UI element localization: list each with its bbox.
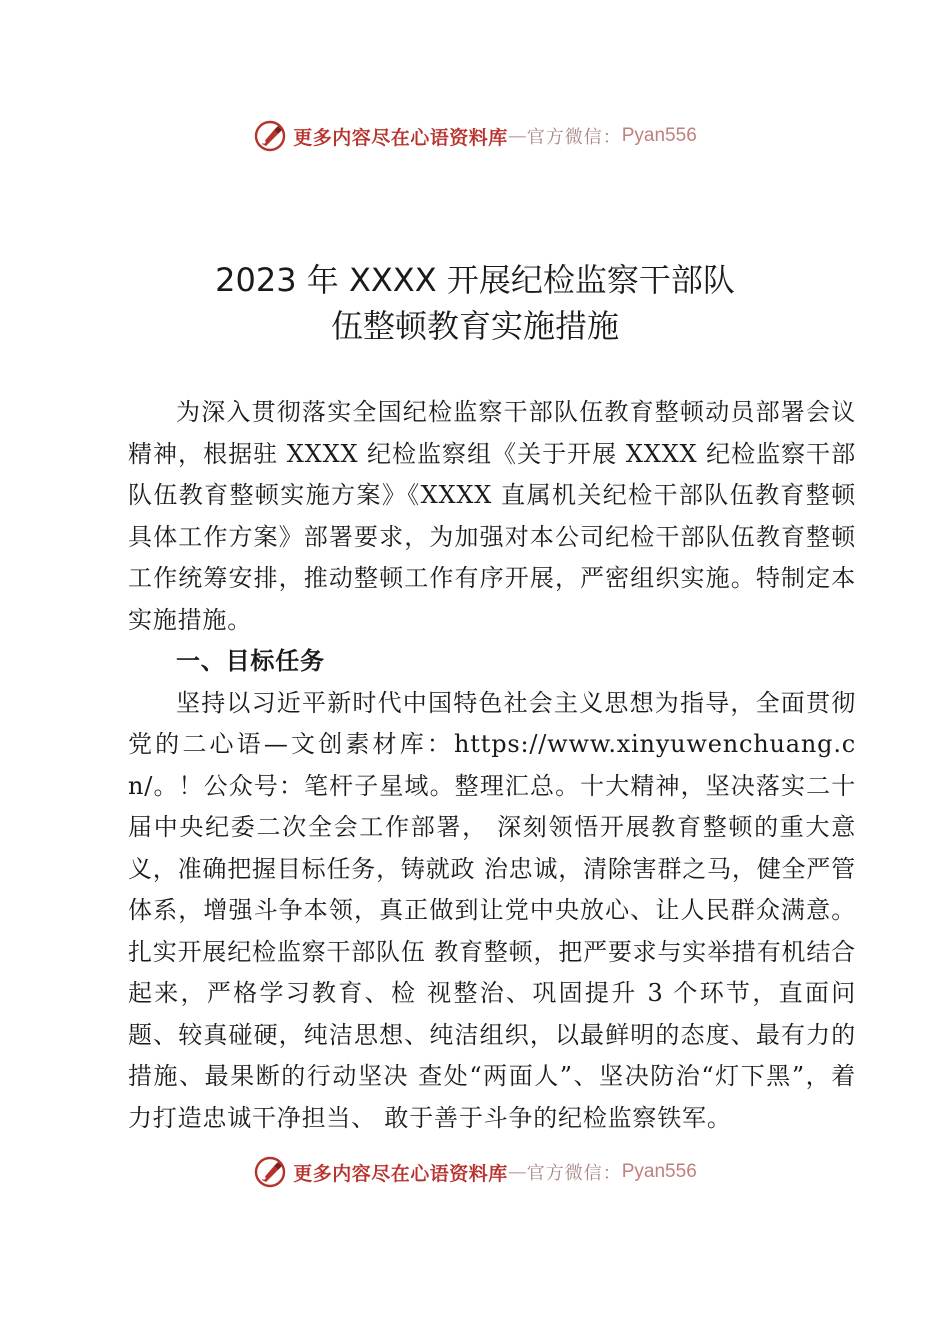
- official-wechat-label: 官方微信：: [526, 127, 622, 148]
- document-title-line-2: 伍整顿教育实施措施: [330, 307, 619, 345]
- brand-text: 更多内容尽在心语资料库: [293, 1162, 508, 1185]
- pen-nib-icon: [253, 1155, 287, 1189]
- document-title-line-1: 2023 年 XXXX 开展纪检监察干部队: [215, 261, 735, 299]
- footer-watermark-banner: [0, 1150, 950, 1194]
- official-wechat-label: 官方微信：: [526, 1163, 622, 1184]
- brand-text: 更多内容尽在心语资料库: [293, 126, 508, 149]
- header-watermark-banner: [0, 114, 950, 158]
- banner-dash: —: [507, 125, 527, 147]
- intro-paragraph: 为深入贯彻落实全国纪检监察干部队伍教育整顿动员部署会议精神，根据驻 XXXX 纪检监察组《关于开展 XXXX 纪检监察干部队伍教育整顿实施方案》《XXXX 直属机关纪检干部队伍教育整顿具体工作方案》部署要求，为加强对本公司纪检干部队伍教育整顿工作统筹安排，推动整顿工作有序开展，严密组织实施。特制定本实施措施。: [128, 398, 856, 634]
- wechat-account: Pyan556: [621, 1161, 697, 1182]
- banner-dash: —: [507, 1161, 527, 1183]
- document-body: [128, 392, 856, 1139]
- section-heading: 一、目标任务: [176, 647, 325, 675]
- wechat-account: Pyan556: [621, 125, 697, 146]
- pen-nib-icon: [253, 119, 287, 153]
- section-paragraph: 坚持以习近平新时代中国特色社会主义思想为指导，全面贯彻党的二心语—文创素材库：https://www.xinyuwenchuang.cn/。！公众号：笔杆子星域。整理汇总。十大精神，坚决落实二十届中央纪委二次全会工作部署， 深刻领悟开展教育整顿的重大意义，准确把握目标任务，铸就政 治忠诚，清除害群之马，健全严管体系，增强斗争本领，真正做到让党中央放心、让人民群众满意。扎实开展纪检监察干部队伍 教育整顿，把严要求与实举措有机结合起来，严格学习教育、检 视整治、巩固提升 3 个环节，直面问题、较真碰硬，纯洁思想、纯洁组织，以最鲜明的态度、最有力的措施、最果断的行动坚决 查处“两面人”、坚决防治“灯下黑”，着力打造忠诚干净担当、 敢于善于斗争的纪检监察铁军。: [128, 688, 856, 1132]
